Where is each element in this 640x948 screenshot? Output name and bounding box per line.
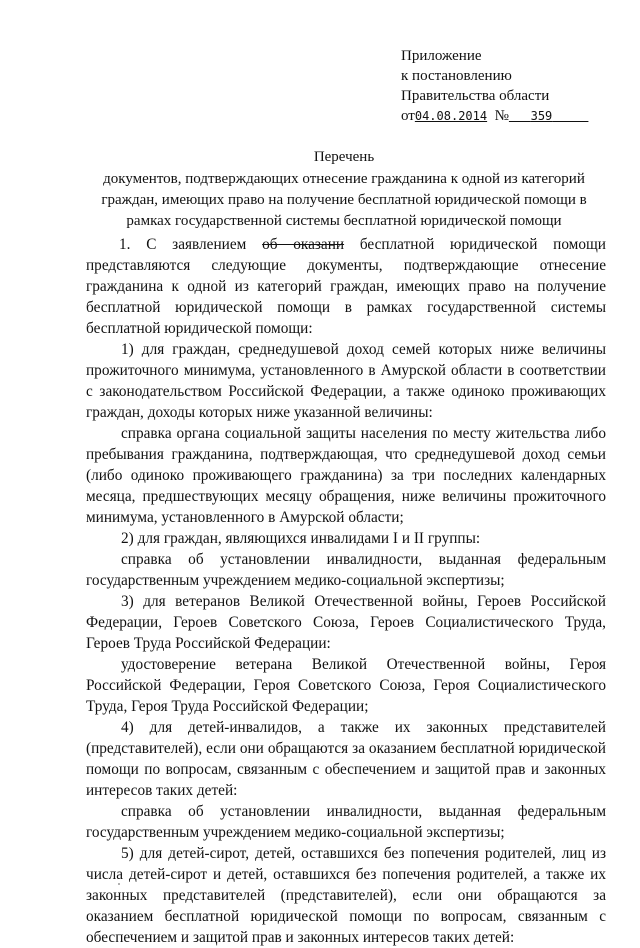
title-heading: Перечень [313,149,375,165]
resolution-date: 04.08.2014 [414,109,488,123]
paragraph-8: 4) для детей-инвалидов, а также их законных представителей (представителей), если они обращаются за оказанием бесплатной юридической помощи по вопросам, связанным с обеспечением и защитой прав и законных интересов таких детей: [86,719,606,799]
date-prefix: от [401,108,415,124]
header-line-appendix: Приложение [401,48,482,64]
number-sign: № [494,108,509,124]
paragraph-5: справка об установлении инвалидности, выданная федеральным государственным учреждением медико-социальной экспертизы; [86,551,606,589]
header-line-date [401,106,588,126]
paragraph-7: удостоверение ветерана Великой Отечественной войны, Героя Российской Федерации, Героя Советского Союза, Героя Социалистического Труда, Героя Труда Российской Федерации; [86,656,606,715]
paragraph-10: 5) для детей-сирот, детей, оставшихся без попечения родителей, лиц из числа детей-сирот и детей, оставшихся без попечения родителей, а также их законных представителей (представителей), если они обращаются за оказанием бесплатной юридической помощи по вопросам, связанным с обеспечением и защитой прав и законных интересов таких детей: [86,845,606,946]
document-body [86,234,606,948]
paragraph-9: справка об установлении инвалидности, выданная федеральным государственным учреждением медико-социальной экспертизы; [86,803,606,841]
scan-speck [118,883,120,885]
paragraph-1: 1. С заявлением об оказани бесплатной юридической помощи представляются следующие документы, подтверждающие отнесение гражданина к одной из категорий граждан, имеющих право на получение бесплатной юридической помощи в рамках государственной системы бесплатной юридической помощи: [86,236,606,337]
paragraph-2: 1) для граждан, среднедушевой доход семей которых ниже величины прожиточного минимума, установленного в Амурской области в соответствии с законодательством Российской Федерации, а также одиноко проживающих граждан, доходы которых ниже указанной величины: [86,341,606,421]
document-title [84,147,604,232]
paragraph-3: справка органа социальной защиты населения по месту жительства либо пребывания гражданина, подтверждающая, что среднедушевой доход семьи (либо одиноко проживающего гражданина) за три последних календарных месяца, предшествующих месяцу обращения, ниже величины прожиточного минимума, установленного в Амурской области; [86,425,606,526]
header-line-government: Правительства области [401,88,550,104]
title-line-3: граждан, имеющих право на получение бесплатной юридической помощи в [101,192,587,208]
paragraph-6: 3) для ветеранов Великой Отечественной войны, Героев Российской Федерации, Героев Советского Союза, Героев Социалистического Труда, Героев Труда Российской Федерации: [86,593,606,652]
appendix-header [401,46,588,126]
resolution-number: 359 [530,109,553,123]
header-line-resolution: к постановлению [401,68,512,84]
title-line-4: рамках государственной системы бесплатной юридической помощи [126,213,562,229]
struck-text: об оказани [262,236,345,253]
title-line-2: документов, подтверждающих отнесение гражданина к одной из категорий [103,171,585,187]
paragraph-4: 2) для граждан, являющихся инвалидами I и II группы: [121,530,481,547]
